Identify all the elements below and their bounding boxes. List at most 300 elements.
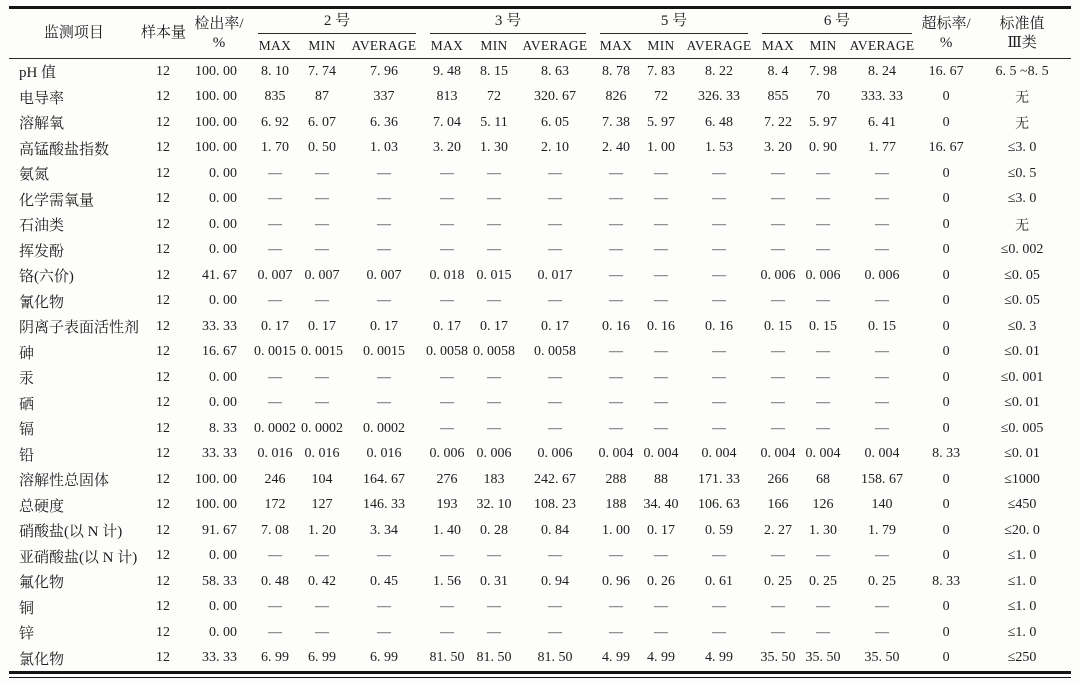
cell-s3-max: —: [439, 599, 454, 615]
cell-s5-max: —: [609, 599, 623, 615]
cell-s3-min: —: [486, 420, 501, 436]
cell-s5-min: —: [654, 191, 668, 207]
cell-s2-max: —: [267, 293, 282, 309]
cell-item: 铜: [18, 600, 34, 617]
cell-item: 溶解性总固体: [18, 473, 109, 490]
cell-s6-max: —: [771, 216, 786, 232]
cell-s5-min: —: [654, 165, 668, 181]
cell-exceed-rate: 0: [942, 344, 950, 360]
cell-s5-max: —: [609, 420, 623, 436]
cell-s6-max: 35. 50: [760, 650, 796, 666]
cell-s5-min: 34. 40: [643, 497, 679, 513]
header-station-3: 3 号: [423, 8, 593, 35]
cell-detection-rate: 16. 67: [201, 344, 237, 360]
cell-s3-average: —: [547, 548, 562, 564]
cell-s5-average: —: [712, 191, 727, 207]
cell-s5-average: —: [712, 624, 727, 640]
cell-s2-average: —: [376, 216, 391, 232]
table-row: [9, 518, 1071, 544]
table-row: [9, 85, 1071, 111]
cell-s3-max: —: [439, 293, 454, 309]
cell-s3-min: 81. 50: [476, 650, 512, 666]
cell-s6-min: 0. 15: [809, 318, 838, 334]
table-row: [9, 289, 1071, 315]
cell-s3-average: 0. 006: [537, 446, 573, 462]
header-item: 监测项目: [9, 8, 139, 59]
cell-s3-average: 108. 23: [533, 497, 576, 513]
header-s2-min: MIN: [299, 34, 345, 59]
cell-s6-average: —: [875, 369, 890, 385]
cell-item: 亚硝酸盐(以 N 计): [18, 549, 138, 566]
header-station-5: 5 号: [593, 8, 755, 35]
cell-s6-average: —: [875, 216, 890, 232]
header-exceed-rate-line2: %: [939, 34, 953, 51]
cell-s3-min: 0. 31: [479, 573, 508, 589]
header-s2-average: AVERAGE: [345, 34, 423, 59]
cell-s6-max: 0. 25: [764, 573, 793, 589]
cell-exceed-rate: 0: [942, 522, 950, 538]
cell-s2-max: 6. 99: [260, 650, 289, 666]
cell-detection-rate: 100. 00: [194, 140, 237, 156]
cell-item: 化学需氧量: [18, 192, 94, 209]
cell-standard-value: ≤0. 3: [1007, 318, 1037, 334]
cell-s3-min: —: [486, 165, 501, 181]
cell-item: 溶解氧: [18, 116, 64, 133]
cell-s3-average: 81. 50: [537, 650, 573, 666]
cell-s3-average: 320. 67: [533, 89, 576, 105]
cell-detection-rate: 33. 33: [201, 650, 237, 666]
cell-sample-count: 12: [155, 522, 170, 538]
cell-s3-min: —: [486, 216, 501, 232]
cell-s2-average: 6. 99: [369, 650, 398, 666]
cell-standard-value: ≤20. 0: [1004, 522, 1040, 538]
cell-s3-min: 0. 17: [479, 318, 508, 334]
cell-s5-max: —: [609, 216, 623, 232]
cell-exceed-rate: 0: [942, 650, 950, 666]
cell-sample-count: 12: [155, 242, 170, 258]
cell-s2-min: 6. 07: [307, 114, 336, 130]
cell-s2-average: —: [376, 242, 391, 258]
cell-sample-count: 12: [155, 369, 170, 385]
cell-s3-max: 193: [436, 497, 458, 513]
header-station-2: 2 号: [251, 8, 423, 35]
cell-s5-max: —: [609, 165, 623, 181]
cell-item: pH 值: [18, 65, 57, 82]
cell-sample-count: 12: [155, 63, 170, 79]
cell-s2-average: 0. 45: [369, 573, 398, 589]
cell-sample-count: 12: [155, 471, 170, 487]
cell-exceed-rate: 16. 67: [928, 63, 964, 79]
cell-s5-average: 8. 22: [705, 63, 734, 79]
cell-s5-average: —: [712, 369, 727, 385]
cell-s5-max: 826: [605, 89, 627, 105]
table-row: [9, 365, 1071, 391]
cell-item: 汞: [18, 371, 34, 388]
cell-s6-max: —: [771, 395, 786, 411]
table-row: [9, 416, 1071, 442]
header-s2-max: MAX: [251, 34, 299, 59]
cell-item: 锌: [18, 626, 34, 643]
cell-s6-max: —: [771, 191, 786, 207]
cell-s6-average: 0. 15: [868, 318, 897, 334]
cell-s6-min: —: [816, 344, 831, 360]
table-row: [9, 467, 1071, 493]
cell-detection-rate: 100. 00: [194, 89, 237, 105]
cell-s6-max: 7. 22: [764, 114, 793, 130]
cell-s2-average: —: [376, 395, 391, 411]
cell-exceed-rate: 8. 33: [932, 446, 961, 462]
cell-s2-max: —: [267, 165, 282, 181]
cell-s3-max: 0. 018: [429, 267, 465, 283]
cell-detection-rate: 0. 00: [208, 369, 237, 385]
cell-exceed-rate: 0: [942, 114, 950, 130]
cell-s3-max: —: [439, 216, 454, 232]
cell-s6-average: 8. 24: [868, 63, 897, 79]
cell-s3-min: 0. 0058: [472, 344, 515, 360]
cell-s6-max: 8. 4: [767, 63, 789, 79]
cell-s3-min: —: [486, 548, 501, 564]
cell-detection-rate: 0. 00: [208, 191, 237, 207]
cell-s6-min: 5. 97: [809, 114, 838, 130]
table-row: [9, 314, 1071, 340]
cell-s6-max: —: [771, 242, 786, 258]
cell-s2-max: 0. 48: [260, 573, 289, 589]
cell-s5-min: —: [654, 624, 668, 640]
cell-s5-min: —: [654, 242, 668, 258]
cell-s3-average: 0. 94: [540, 573, 569, 589]
cell-s6-min: —: [816, 165, 831, 181]
cell-s6-average: 0. 006: [864, 267, 900, 283]
cell-sample-count: 12: [155, 114, 170, 130]
cell-s3-average: —: [547, 395, 562, 411]
cell-s6-max: 0. 15: [764, 318, 793, 334]
cell-s2-min: —: [314, 624, 329, 640]
cell-s2-average: 3. 34: [369, 522, 398, 538]
cell-s3-max: 0. 006: [429, 446, 465, 462]
table-row: [9, 187, 1071, 213]
cell-s2-min: —: [314, 599, 329, 615]
table-row: [9, 136, 1071, 162]
cell-s2-average: 0. 007: [366, 267, 402, 283]
cell-s2-max: —: [267, 191, 282, 207]
cell-s3-max: 9. 48: [432, 63, 461, 79]
cell-s6-average: —: [875, 599, 890, 615]
cell-s3-max: —: [439, 191, 454, 207]
cell-s5-min: 0. 004: [643, 446, 679, 462]
cell-s3-average: —: [547, 420, 562, 436]
cell-s3-max: 0. 0058: [425, 344, 468, 360]
cell-s6-min: —: [816, 293, 831, 309]
cell-s5-average: 0. 61: [705, 573, 734, 589]
cell-s5-max: 1. 00: [602, 522, 630, 538]
cell-standard-value: ≤0. 05: [1004, 267, 1040, 283]
cell-item: 阴离子表面活性剂: [18, 320, 139, 337]
cell-s3-average: 6. 05: [540, 114, 569, 130]
cell-detection-rate: 0. 00: [208, 293, 237, 309]
cell-s6-min: 68: [816, 471, 831, 487]
cell-s6-min: 0. 006: [805, 267, 841, 283]
cell-s2-min: —: [314, 395, 329, 411]
cell-s5-min: —: [654, 216, 668, 232]
cell-s5-min: 1. 00: [647, 140, 675, 156]
cell-s5-max: —: [609, 624, 623, 640]
cell-s2-average: 0. 17: [369, 318, 398, 334]
cell-s3-average: 0. 17: [540, 318, 569, 334]
cell-s6-average: —: [875, 242, 890, 258]
cell-s5-average: 1. 53: [705, 140, 734, 156]
cell-s2-average: —: [376, 624, 391, 640]
cell-s2-max: 0. 007: [257, 267, 293, 283]
header-station-6: 6 号: [755, 8, 919, 35]
cell-standard-value: ≤3. 0: [1007, 191, 1037, 207]
header-s6-average: AVERAGE: [845, 34, 919, 59]
cell-s5-min: 72: [654, 89, 668, 105]
cell-s6-max: —: [771, 624, 786, 640]
cell-s5-min: —: [654, 344, 668, 360]
cell-s2-average: 146. 33: [362, 497, 405, 513]
cell-item: 铬(六价): [18, 269, 74, 286]
cell-sample-count: 12: [155, 318, 170, 334]
cell-s5-average: 171. 33: [698, 471, 741, 487]
cell-s5-average: 326. 33: [698, 89, 741, 105]
cell-s2-min: —: [314, 216, 329, 232]
cell-s3-average: —: [547, 165, 562, 181]
cell-sample-count: 12: [155, 395, 170, 411]
cell-detection-rate: 58. 33: [201, 573, 237, 589]
cell-detection-rate: 0. 00: [208, 216, 237, 232]
header-standard-value-line1: 标准值: [999, 15, 1045, 32]
table-row: [9, 238, 1071, 264]
cell-s6-min: 0. 25: [809, 573, 838, 589]
cell-s6-max: 2. 27: [764, 522, 793, 538]
cell-s6-average: 140: [871, 497, 893, 513]
cell-s3-min: 5. 11: [480, 114, 508, 130]
cell-s2-max: 1. 70: [260, 140, 289, 156]
cell-s6-max: —: [771, 420, 786, 436]
cell-sample-count: 12: [155, 548, 170, 564]
cell-standard-value: ≤1. 0: [1007, 573, 1037, 589]
cell-s2-average: 0. 0002: [362, 420, 405, 436]
cell-s3-min: —: [486, 599, 501, 615]
cell-item: 挥发酚: [18, 243, 64, 260]
table-row: [9, 493, 1071, 519]
cell-item: 石油类: [18, 218, 64, 235]
cell-s2-average: 1. 03: [369, 140, 398, 156]
cell-sample-count: 12: [155, 599, 170, 615]
cell-s2-min: 0. 0015: [300, 344, 343, 360]
header-s6-min: MIN: [801, 34, 845, 59]
cell-exceed-rate: 0: [942, 191, 950, 207]
cell-standard-value: ≤0. 5: [1007, 165, 1037, 181]
cell-detection-rate: 0. 00: [208, 395, 237, 411]
cell-s3-average: —: [547, 191, 562, 207]
cell-s2-average: —: [376, 191, 391, 207]
table-row: [9, 544, 1071, 570]
cell-s6-average: 0. 004: [864, 446, 900, 462]
table-row: [9, 59, 1071, 85]
cell-item: 铅: [18, 447, 34, 464]
cell-s5-average: —: [712, 548, 727, 564]
cell-s5-average: —: [712, 242, 727, 258]
cell-s2-min: 0. 42: [307, 573, 336, 589]
cell-s2-average: —: [376, 369, 391, 385]
table-row: [9, 620, 1071, 646]
cell-exceed-rate: 0: [942, 369, 950, 385]
cell-s3-max: 0. 17: [432, 318, 461, 334]
cell-s3-min: —: [486, 624, 501, 640]
cell-s6-average: —: [875, 548, 890, 564]
cell-s5-average: —: [712, 599, 727, 615]
cell-s5-average: —: [712, 395, 727, 411]
cell-s3-average: 8. 63: [540, 63, 569, 79]
cell-s6-min: —: [816, 242, 831, 258]
header-s6-max: MAX: [755, 34, 801, 59]
cell-s2-min: 1. 20: [307, 522, 336, 538]
cell-s5-min: —: [654, 267, 668, 283]
cell-standard-value: ≤1. 0: [1007, 548, 1037, 564]
header-standard-value-line2: Ⅲ类: [1007, 34, 1037, 51]
cell-s5-max: —: [609, 548, 623, 564]
header-exceed-rate-line1: 超标率/: [921, 15, 971, 32]
cell-s5-min: 4. 99: [647, 650, 675, 666]
cell-exceed-rate: 0: [942, 624, 950, 640]
cell-s3-min: 32. 10: [476, 497, 512, 513]
cell-item: 砷: [18, 345, 34, 362]
cell-detection-rate: 0. 00: [208, 242, 237, 258]
table-row: [9, 263, 1071, 289]
cell-sample-count: 12: [155, 420, 170, 436]
cell-standard-value: ≤1. 0: [1007, 624, 1037, 640]
cell-s3-min: —: [486, 395, 501, 411]
cell-s3-min: —: [486, 369, 501, 385]
cell-s5-max: 2. 40: [602, 140, 630, 156]
cell-s2-average: —: [376, 293, 391, 309]
cell-s5-average: —: [712, 344, 727, 360]
cell-s5-average: 6. 48: [705, 114, 734, 130]
cell-detection-rate: 0. 00: [208, 165, 237, 181]
cell-s2-max: —: [267, 599, 282, 615]
cell-detection-rate: 0. 00: [208, 599, 237, 615]
table-body: [9, 59, 1071, 673]
cell-s3-max: 276: [436, 471, 458, 487]
cell-s6-min: —: [816, 191, 831, 207]
cell-s3-average: —: [547, 242, 562, 258]
cell-s2-max: 0. 17: [260, 318, 289, 334]
cell-s2-average: —: [376, 548, 391, 564]
cell-sample-count: 12: [155, 267, 170, 283]
header-sample-count: 样本量: [139, 8, 187, 59]
cell-s2-average: 164. 67: [362, 471, 405, 487]
cell-s6-min: —: [816, 369, 831, 385]
header-s3-min: MIN: [471, 34, 517, 59]
cell-exceed-rate: 0: [942, 318, 950, 334]
cell-s3-min: 8. 15: [479, 63, 508, 79]
cell-s3-min: —: [486, 293, 501, 309]
cell-s5-max: 188: [605, 497, 627, 513]
cell-detection-rate: 0. 00: [208, 548, 237, 564]
cell-detection-rate: 100. 00: [194, 114, 237, 130]
cell-exceed-rate: 0: [942, 267, 950, 283]
table-row: [9, 391, 1071, 417]
header-exceed-rate: [919, 8, 973, 59]
table-row: [9, 646, 1071, 673]
cell-exceed-rate: 0: [942, 89, 950, 105]
cell-s5-min: —: [654, 599, 668, 615]
cell-standard-value: ≤450: [1007, 497, 1037, 513]
cell-s5-min: —: [654, 293, 668, 309]
cell-s3-average: —: [547, 599, 562, 615]
cell-exceed-rate: 0: [942, 548, 950, 564]
cell-standard-value: ≤0. 01: [1004, 446, 1040, 462]
cell-s2-max: —: [267, 216, 282, 232]
cell-s6-min: —: [816, 548, 831, 564]
cell-s2-max: 6. 92: [260, 114, 289, 130]
cell-item: 镉: [18, 422, 34, 439]
cell-sample-count: 12: [155, 650, 170, 666]
header-s5-max: MAX: [593, 34, 639, 59]
table-row: [9, 110, 1071, 136]
cell-s2-min: 7. 74: [307, 63, 336, 79]
cell-s2-min: —: [314, 548, 329, 564]
cell-s6-min: 0. 90: [809, 140, 838, 156]
cell-s6-max: —: [771, 369, 786, 385]
cell-s6-average: —: [875, 344, 890, 360]
cell-standard-value: ≤0. 001: [1000, 369, 1044, 385]
cell-s6-min: —: [816, 216, 831, 232]
cell-s2-min: —: [314, 242, 329, 258]
table-header: [9, 8, 1071, 59]
cell-s3-max: 813: [436, 89, 458, 105]
table-row: [9, 212, 1071, 238]
cell-s2-average: 7. 96: [369, 63, 398, 79]
cell-standard-value: ≤250: [1007, 650, 1037, 666]
cell-s3-average: 0. 017: [537, 267, 573, 283]
cell-s3-max: —: [439, 548, 454, 564]
cell-exceed-rate: 0: [942, 420, 950, 436]
cell-s2-max: —: [267, 548, 282, 564]
cell-s3-max: 7. 04: [432, 114, 461, 130]
cell-s2-average: —: [376, 165, 391, 181]
cell-s5-max: 0. 004: [598, 446, 634, 462]
cell-detection-rate: 100. 00: [194, 471, 237, 487]
cell-item: 硒: [18, 396, 34, 413]
cell-exceed-rate: 0: [942, 165, 950, 181]
cell-s6-max: —: [771, 293, 786, 309]
cell-s3-average: 242. 67: [533, 471, 576, 487]
cell-s6-max: 0. 004: [760, 446, 796, 462]
cell-s2-average: 337: [373, 89, 395, 105]
cell-s6-average: 1. 77: [868, 140, 897, 156]
cell-s5-min: —: [654, 548, 668, 564]
cell-sample-count: 12: [155, 216, 170, 232]
cell-s2-min: 0. 50: [307, 140, 336, 156]
cell-s6-max: —: [771, 344, 786, 360]
cell-s6-min: —: [816, 599, 831, 615]
cell-s6-max: 266: [767, 471, 789, 487]
cell-s3-average: 0. 84: [540, 522, 569, 538]
cell-standard-value: ≤0. 01: [1004, 344, 1040, 360]
cell-s2-max: —: [267, 369, 282, 385]
cell-s5-min: —: [654, 369, 668, 385]
cell-standard-value: 无: [1015, 218, 1030, 234]
cell-s5-max: —: [609, 369, 623, 385]
cell-s5-max: 7. 38: [602, 114, 630, 130]
cell-s3-average: —: [547, 293, 562, 309]
cell-detection-rate: 33. 33: [201, 318, 237, 334]
header-row-groups: [9, 8, 1071, 35]
cell-item: 硝酸盐(以 N 计): [18, 524, 123, 541]
cell-s5-min: —: [654, 420, 668, 436]
